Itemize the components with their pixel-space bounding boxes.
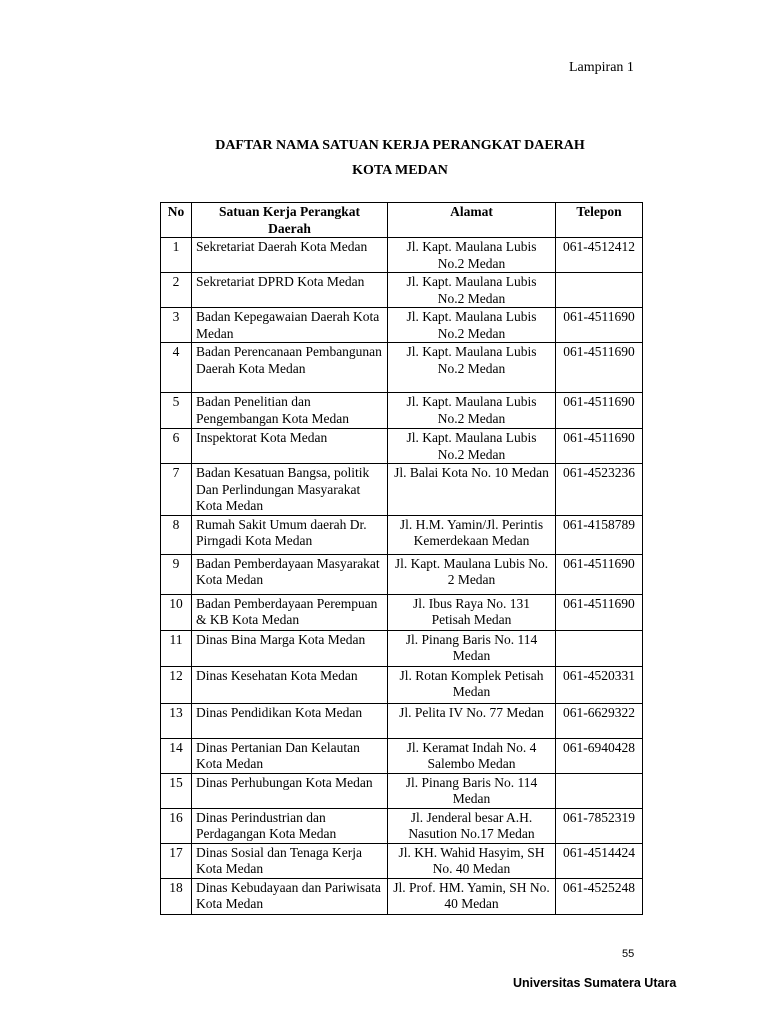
cell-no: 9 <box>161 554 192 594</box>
cell-satker: Dinas Pertanian Dan Kelautan Kota Medan <box>192 738 388 773</box>
cell-no: 4 <box>161 343 192 393</box>
cell-telepon: 061-6940428 <box>556 738 643 773</box>
table-row <box>161 238 643 273</box>
cell-alamat: Jl. Kapt. Maulana Lubis No.2 Medan <box>388 273 556 308</box>
table-row <box>161 554 643 594</box>
cell-satker: Dinas Kesehatan Kota Medan <box>192 666 388 703</box>
column-header-alamat: Alamat <box>388 203 556 238</box>
cell-telepon: 061-7852319 <box>556 808 643 843</box>
cell-telepon <box>556 630 643 666</box>
cell-telepon: 061-4511690 <box>556 594 643 630</box>
cell-satker: Rumah Sakit Umum daerah Dr. Pirngadi Kota Medan <box>192 515 388 554</box>
column-header-satker: Satuan Kerja Perangkat Daerah <box>192 203 388 238</box>
cell-alamat: Jl. Rotan Komplek Petisah Medan <box>388 666 556 703</box>
cell-alamat: Jl. Balai Kota No. 10 Medan <box>388 464 556 516</box>
cell-telepon: 061-4511690 <box>556 554 643 594</box>
cell-satker: Dinas Kebudayaan dan Pariwisata Kota Medan <box>192 878 388 914</box>
cell-alamat: Jl. Kapt. Maulana Lubis No.2 Medan <box>388 343 556 393</box>
cell-alamat: Jl. Prof. HM. Yamin, SH No. 40 Medan <box>388 878 556 914</box>
column-header-no: No <box>161 203 192 238</box>
cell-telepon <box>556 273 643 308</box>
cell-no: 10 <box>161 594 192 630</box>
column-header-telepon: Telepon <box>556 203 643 238</box>
cell-alamat: Jl. Kapt. Maulana Lubis No. 2 Medan <box>388 554 556 594</box>
cell-satker: Badan Penelitian dan Pengembangan Kota Medan <box>192 393 388 429</box>
cell-no: 8 <box>161 515 192 554</box>
table-row <box>161 393 643 429</box>
cell-no: 1 <box>161 238 192 273</box>
table-row <box>161 308 643 343</box>
table-row <box>161 273 643 308</box>
cell-satker: Dinas Bina Marga Kota Medan <box>192 630 388 666</box>
cell-satker: Dinas Perindustrian dan Perdagangan Kota Medan <box>192 808 388 843</box>
cell-satker: Sekretariat Daerah Kota Medan <box>192 238 388 273</box>
cell-satker: Dinas Pendidikan Kota Medan <box>192 703 388 738</box>
cell-telepon <box>556 773 643 808</box>
cell-no: 11 <box>161 630 192 666</box>
cell-satker: Badan Kesatuan Bangsa, politik Dan Perlindungan Masyarakat Kota Medan <box>192 464 388 516</box>
cell-telepon: 061-4511690 <box>556 343 643 393</box>
cell-satker: Badan Pemberdayaan Masyarakat Kota Medan <box>192 554 388 594</box>
cell-telepon: 061-4523236 <box>556 464 643 516</box>
cell-alamat: Jl. Pinang Baris No. 114 Medan <box>388 773 556 808</box>
cell-no: 14 <box>161 738 192 773</box>
table-row <box>161 738 643 773</box>
university-footer: Universitas Sumatera Utara <box>513 976 677 990</box>
table-header-row <box>161 203 643 238</box>
page-number: 55 <box>622 948 635 960</box>
table-row <box>161 464 643 516</box>
satker-table <box>160 202 643 915</box>
cell-no: 13 <box>161 703 192 738</box>
cell-satker: Dinas Perhubungan Kota Medan <box>192 773 388 808</box>
table-row <box>161 630 643 666</box>
table-row <box>161 843 643 878</box>
cell-no: 3 <box>161 308 192 343</box>
cell-no: 12 <box>161 666 192 703</box>
cell-no: 17 <box>161 843 192 878</box>
document-title: DAFTAR NAMA SATUAN KERJA PERANGKAT DAERAH <box>215 138 585 153</box>
table-row <box>161 594 643 630</box>
cell-telepon: 061-4511690 <box>556 308 643 343</box>
cell-telepon: 061-4520331 <box>556 666 643 703</box>
cell-alamat: Jl. Kapt. Maulana Lubis No.2 Medan <box>388 393 556 429</box>
table-row <box>161 666 643 703</box>
table-row <box>161 515 643 554</box>
cell-satker: Dinas Sosial dan Tenaga Kerja Kota Medan <box>192 843 388 878</box>
cell-no: 2 <box>161 273 192 308</box>
cell-alamat: Jl. Jenderal besar A.H. Nasution No.17 Medan <box>388 808 556 843</box>
cell-telepon: 061-4525248 <box>556 878 643 914</box>
cell-alamat: Jl. Pelita IV No. 77 Medan <box>388 703 556 738</box>
cell-satker: Inspektorat Kota Medan <box>192 429 388 464</box>
cell-no: 6 <box>161 429 192 464</box>
cell-alamat: Jl. KH. Wahid Hasyim, SH No. 40 Medan <box>388 843 556 878</box>
cell-alamat: Jl. Ibus Raya No. 131 Petisah Medan <box>388 594 556 630</box>
attachment-label: Lampiran 1 <box>569 60 634 75</box>
cell-alamat: Jl. Pinang Baris No. 114 Medan <box>388 630 556 666</box>
table-row <box>161 703 643 738</box>
cell-alamat: Jl. Kapt. Maulana Lubis No.2 Medan <box>388 308 556 343</box>
cell-telepon: 061-4512412 <box>556 238 643 273</box>
cell-telepon: 061-4511690 <box>556 393 643 429</box>
document-subtitle: KOTA MEDAN <box>352 163 448 178</box>
table-row <box>161 429 643 464</box>
cell-telepon: 061-4514424 <box>556 843 643 878</box>
cell-telepon: 061-4158789 <box>556 515 643 554</box>
cell-satker: Sekretariat DPRD Kota Medan <box>192 273 388 308</box>
cell-no: 16 <box>161 808 192 843</box>
cell-no: 18 <box>161 878 192 914</box>
cell-satker: Badan Perencanaan Pembangunan Daerah Kota Medan <box>192 343 388 393</box>
table-row <box>161 878 643 914</box>
cell-telepon: 061-4511690 <box>556 429 643 464</box>
cell-alamat: Jl. Keramat Indah No. 4 Salembo Medan <box>388 738 556 773</box>
table-row <box>161 343 643 393</box>
cell-telepon: 061-6629322 <box>556 703 643 738</box>
cell-no: 5 <box>161 393 192 429</box>
table-row <box>161 773 643 808</box>
cell-no: 15 <box>161 773 192 808</box>
cell-satker: Badan Pemberdayaan Perempuan & KB Kota Medan <box>192 594 388 630</box>
cell-alamat: Jl. Kapt. Maulana Lubis No.2 Medan <box>388 429 556 464</box>
cell-alamat: Jl. Kapt. Maulana Lubis No.2 Medan <box>388 238 556 273</box>
cell-no: 7 <box>161 464 192 516</box>
cell-satker: Badan Kepegawaian Daerah Kota Medan <box>192 308 388 343</box>
table-body <box>161 238 643 915</box>
table-row <box>161 808 643 843</box>
cell-alamat: Jl. H.M. Yamin/Jl. Perintis Kemerdekaan Medan <box>388 515 556 554</box>
